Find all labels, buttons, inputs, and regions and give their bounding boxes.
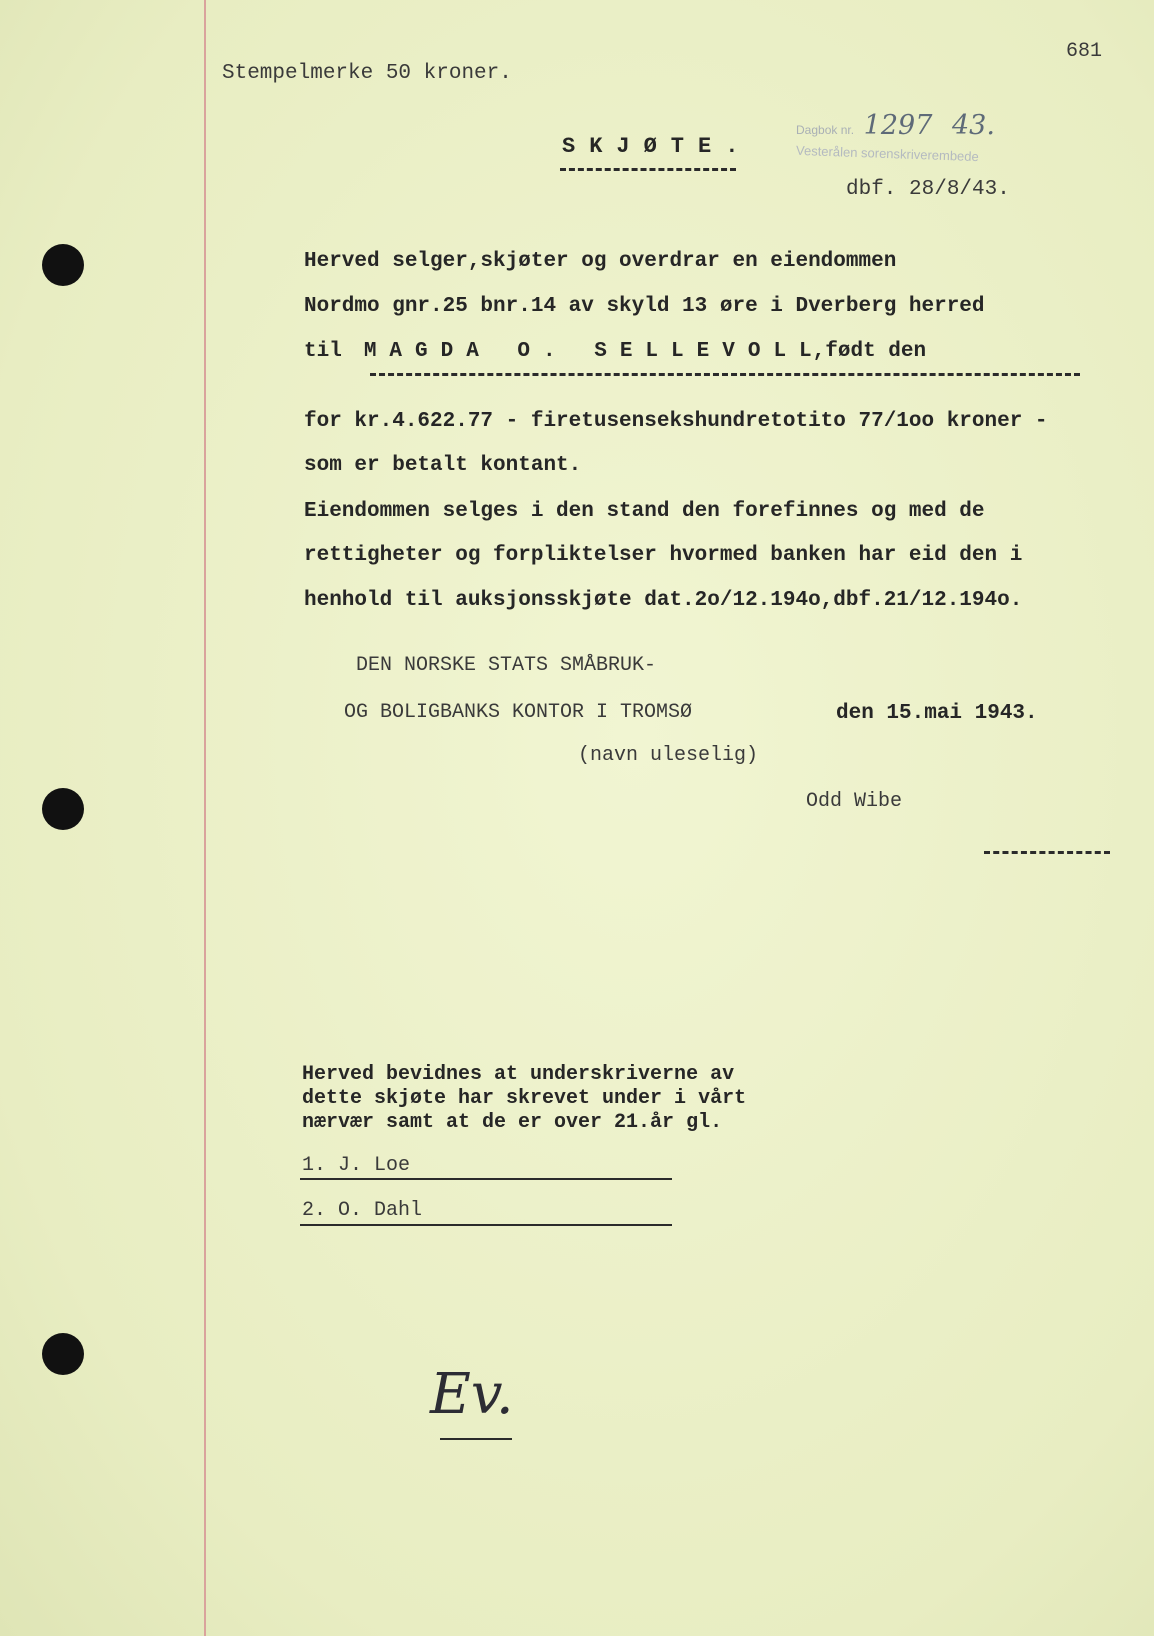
witness-line: dette skjøte har skrevet under i vårt bbox=[302, 1087, 747, 1110]
initials-underline bbox=[440, 1438, 512, 1440]
body-prefix: til bbox=[304, 340, 342, 363]
stamp-duty-note: Stempelmerke 50 kroner. bbox=[222, 62, 512, 85]
witness-signature-line bbox=[300, 1224, 672, 1226]
body-line: som er betalt kontant. bbox=[304, 454, 582, 477]
punch-hole bbox=[42, 788, 84, 830]
closing-rule bbox=[984, 851, 1110, 854]
body-suffix: ,født den bbox=[812, 340, 927, 363]
punch-hole bbox=[42, 1333, 84, 1375]
body-line: Eiendommen selges i den stand den forefinnes og med de bbox=[304, 500, 985, 523]
stamp-prefix: Dagbok nr. bbox=[796, 123, 855, 137]
seller-line: OG BOLIGBANKS KONTOR I TROMSØ bbox=[344, 701, 693, 724]
document-title: SKJØTE. bbox=[562, 134, 753, 159]
body-line: for kr.4.622.77 - firetusensekshundretotito 77/1oo kroner - bbox=[304, 410, 1048, 433]
margin-line bbox=[204, 0, 206, 1636]
registration-date: dbf. 28/8/43. bbox=[846, 178, 1010, 201]
stamp-office: Vesterålen sorenskriverembede bbox=[795, 142, 980, 165]
signature-note: (navn uleselig) bbox=[578, 744, 759, 767]
punch-hole bbox=[42, 244, 84, 286]
witness-line: nærvær samt at de er over 21.år gl. bbox=[302, 1111, 723, 1134]
witness-line: Herved bevidnes at underskriverne av bbox=[302, 1063, 735, 1086]
page-number: 681 bbox=[1066, 40, 1103, 63]
buyer-name: MAGDA O. SELLEVOLL bbox=[363, 340, 825, 363]
body-line: henhold til auksjonsskjøte dat.2o/12.194o,dbf.21/12.194o. bbox=[304, 589, 1023, 612]
signing-date: den 15.mai 1943. bbox=[836, 702, 1038, 725]
witness-signature: 2. O. Dahl bbox=[302, 1199, 423, 1222]
name-underline bbox=[370, 373, 1080, 376]
witness-signature: 1. J. Loe bbox=[302, 1154, 411, 1177]
body-line: Nordmo gnr.25 bnr.14 av skyld 13 øre i Dverberg herred bbox=[304, 295, 985, 318]
title-underline bbox=[560, 168, 736, 171]
seller-line: DEN NORSKE STATS SMÅBRUK- bbox=[356, 654, 657, 677]
stamp-year: 43. bbox=[951, 110, 995, 141]
body-line: Herved selger,skjøter og overdrar en eiendommen bbox=[304, 250, 897, 273]
body-line: rettigheter og forpliktelser hvormed banken har eid den i bbox=[304, 544, 1023, 567]
stamp-number: 1297 bbox=[863, 110, 933, 141]
body-line-buyer bbox=[304, 340, 926, 363]
signer-name: Odd Wibe bbox=[806, 790, 903, 813]
handwritten-initials: Ev. bbox=[430, 1362, 514, 1427]
witness-signature-line bbox=[300, 1178, 672, 1180]
registration-stamp bbox=[796, 110, 995, 141]
